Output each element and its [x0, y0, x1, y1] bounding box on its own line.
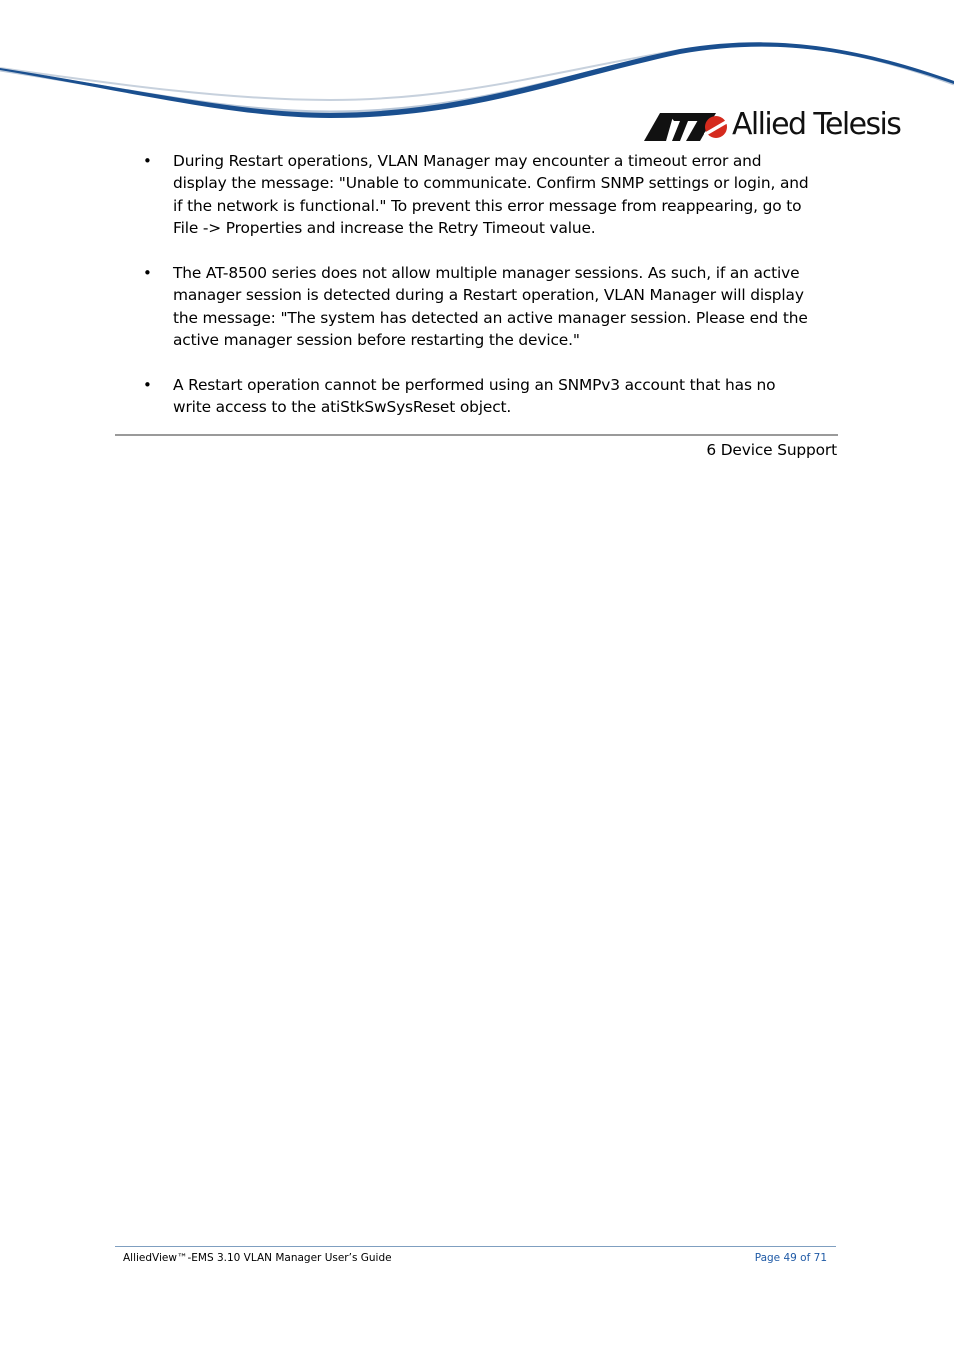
allied-telesis-logo-mark	[644, 113, 728, 141]
logo-wordmark: Allied Telesis	[732, 107, 901, 142]
section-label: 6 Device Support	[706, 441, 837, 459]
bullet-icon: •	[143, 264, 152, 282]
list-item-text: The AT-8500 series does not allow multiple manager sessions. As such, if an active manager session is detected during a Restart operation, VLAN Manager will display the message: "The system has detected an active manager session. Please end the active manager session before restarting the device."	[173, 264, 808, 350]
bullet-icon: •	[143, 376, 152, 394]
footer-divider	[115, 1246, 836, 1247]
footer-document-title: AlliedView™-EMS 3.10 VLAN Manager User’s Guide	[123, 1252, 392, 1264]
list-item-text: During Restart operations, VLAN Manager may encounter a timeout error and display the message: "Unable to communicate. Confirm SNMP settings or login, and if the network is functional." To prevent this error message from reappearing, go to File -> Properties and increase the Retry Timeout value.	[173, 152, 809, 238]
list-item-text: A Restart operation cannot be performed using an SNMPv3 account that has no write access to the atiStkSwSysReset object.	[173, 376, 776, 417]
footer-page-number: Page 49 of 71	[754, 1252, 827, 1264]
section-divider	[115, 434, 838, 436]
company-logo	[644, 108, 904, 148]
bullet-icon: •	[143, 152, 152, 170]
